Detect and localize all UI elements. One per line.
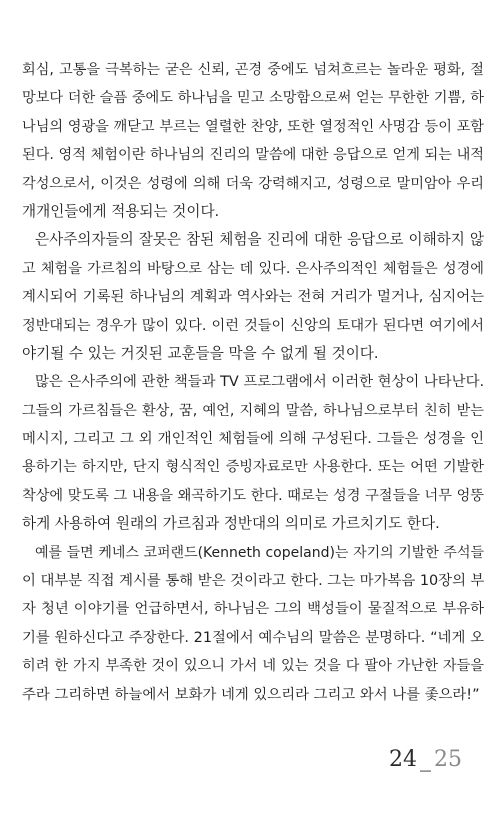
text-line: 그들의 가르침들은 환상, 꿈, 예언, 지혜의 말씀, 하나님으로부터 친히 받는 (22, 402, 484, 419)
text-line: 망보다 더한 슬픔 중에도 하나님을 믿고 소망함으로써 얻는 무한한 기쁨, 하 (22, 90, 484, 107)
text-line: 은사주의자들의 잘못은 참된 체험을 진리에 대한 응답으로 이해하지 않 (35, 231, 484, 249)
page-number-left: 24 (389, 747, 417, 772)
text-line: 나님의 영광을 깨닫고 부르는 열렬한 찬양, 또한 열정적인 사명감 등이 포함 (22, 118, 484, 135)
text-line: 용하기는 하지만, 단지 형식적인 증빙자료로만 사용한다. 또는 어떤 기발한 (22, 459, 484, 476)
text-line: 메시지, 그리고 그 외 개인적인 체험들에 의해 구성된다. 그들은 성경을 인 (22, 431, 484, 448)
text-line: 예를 들면 케네스 코퍼랜드(Kenneth copeland)는 자기의 기발한 주석들 (35, 544, 484, 561)
text-line: 기를 원하신다고 주장한다. 21절에서 예수님의 말씀은 분명하다. “네게 오 (22, 629, 484, 646)
text-line: 야기될 수 있는 거짓된 교훈들을 막을 수 없게 될 것이다. (22, 344, 379, 362)
text-line: 하게 사용하여 원래의 가르침과 정반대의 의미로 가르치기도 한다. (22, 515, 440, 533)
page-number-right: 25 (434, 747, 462, 772)
text-line: 고 체험을 가르침의 바탕으로 삼는 데 있다. 은사주의적인 체험들은 성경에 (22, 260, 484, 277)
text-line: 착상에 맞도록 그 내용을 왜곡하기도 한다. 때로는 성경 구절들을 너무 엉뚱 (22, 487, 484, 504)
text-line: 회심, 고통을 극복하는 굳은 신뢰, 곤경 중에도 넘쳐흐르는 놀라운 평화, 절 (22, 62, 484, 78)
text-line: 주라 그리하면 하늘에서 보화가 네게 있으리라 그리고 와서 나를 좇으라!” (22, 686, 480, 703)
text-line: 계시되어 기록된 하나님의 계획과 역사와는 전혀 거리가 멀거나, 심지어는 (22, 289, 484, 306)
page-number-separator: _ (420, 747, 431, 772)
text-line: 개개인들에게 적용되는 것이다. (22, 202, 220, 220)
text-line: 히려 한 가지 부족한 것이 있으니 가서 네 있는 것을 다 팔아 가난한 자들을 (22, 658, 484, 675)
text-line: 각성으로서, 이것은 성령에 의해 더욱 강력해지고, 성령으로 말미암아 우리 (22, 175, 484, 192)
body-text (22, 56, 484, 709)
text-line: 이 대부분 직접 계시를 통해 받은 것이라고 한다. 그는 마가복음 10장의 부 (22, 573, 484, 590)
text-line: 많은 은사주의에 관한 책들과 TV 프로그램에서 이러한 현상이 나타난다. (35, 374, 484, 391)
text-line: 자 청년 이야기를 언급하면서, 하나님은 그의 백성들이 물질적으로 부유하 (22, 601, 484, 618)
text-line: 된다. 영적 체험이란 하나님의 진리의 말씀에 대한 응답으로 얻게 되는 내적 (22, 147, 484, 164)
page-numbers (389, 747, 462, 773)
text-line: 정반대되는 경우가 많이 있다. 이런 것들이 신앙의 토대가 된다면 여기에서 (22, 317, 484, 334)
